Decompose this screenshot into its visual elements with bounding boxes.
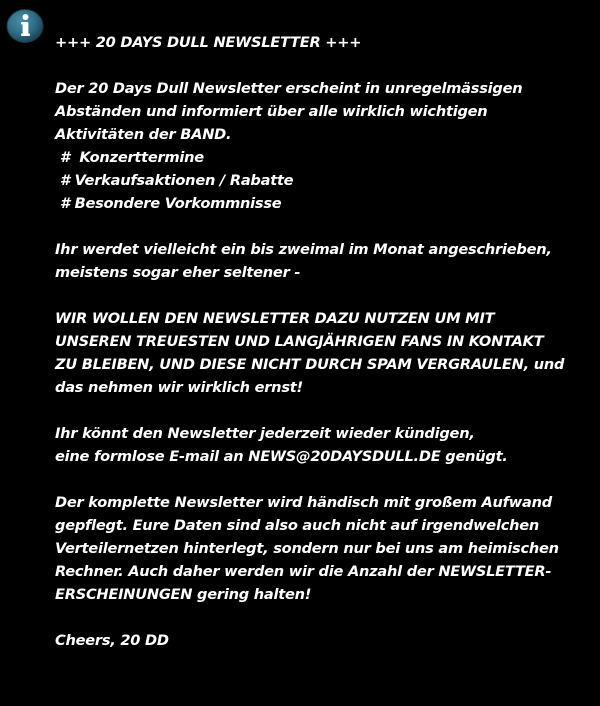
newsletter-title: +++ 20 DAYS DULL NEWSLETTER +++ xyxy=(55,34,362,51)
statement-line: das nehmen wir wirklich ernst! xyxy=(55,379,303,396)
blank-line xyxy=(55,54,595,77)
intro-line: Der 20 Days Dull Newsletter erscheint in unregelmässigen xyxy=(55,80,523,97)
frequency-line: Ihr werdet vielleicht ein bis zweimal im Monat angeschrieben, xyxy=(55,241,552,258)
unsubscribe-line: Ihr könnt den Newsletter jederzeit wieder kündigen, xyxy=(55,425,475,442)
privacy-line: ERSCHEINUNGEN gering halten! xyxy=(55,586,312,603)
unsubscribe-line: eine formlose E-mail an NEWS@20DAYSDULL.DE genügt. xyxy=(55,448,508,465)
privacy-line: gepflegt. Eure Daten sind also auch nicht auf irgendwelchen xyxy=(55,517,540,534)
intro-line: Abständen und informiert über alle wirklich wichtigen xyxy=(55,103,488,120)
statement-line: WIR WOLLEN DEN NEWSLETTER DAZU NUTZEN UM MIT xyxy=(55,310,495,327)
frequency-line: meistens sogar eher seltener - xyxy=(55,264,301,281)
blank-line xyxy=(55,606,595,629)
topic-sales: # Verkaufsaktionen / Rabatte xyxy=(55,172,294,189)
privacy-line: Der komplette Newsletter wird händisch mit großem Aufwand xyxy=(55,494,552,511)
privacy-line: Rechner. Auch daher werden wir die Anzahl der NEWSLETTER- xyxy=(55,563,552,580)
newsletter-info-text xyxy=(55,31,595,652)
privacy-line: Verteilernetzen hinterlegt, sondern nur bei uns am heimischen xyxy=(55,540,559,557)
blank-line xyxy=(55,284,595,307)
intro-line: Aktivitäten der BAND. xyxy=(55,126,232,143)
topic-special: # Besondere Vorkommnisse xyxy=(55,195,282,212)
blank-line xyxy=(55,399,595,422)
blank-line xyxy=(55,215,595,238)
info-icon xyxy=(5,5,45,45)
signoff: Cheers, 20 DD xyxy=(55,632,169,649)
info-icon-graphic xyxy=(5,5,45,45)
statement-line: UNSEREN TREUESTEN UND LANGJÄHRIGEN FANS IN KONTAKT xyxy=(55,333,544,350)
statement-line: ZU BLEIBEN, UND DIESE NICHT DURCH SPAM VERGRAULEN, und xyxy=(55,356,565,373)
topic-concerts: # Konzerttermine xyxy=(55,149,204,166)
blank-line xyxy=(55,468,595,491)
